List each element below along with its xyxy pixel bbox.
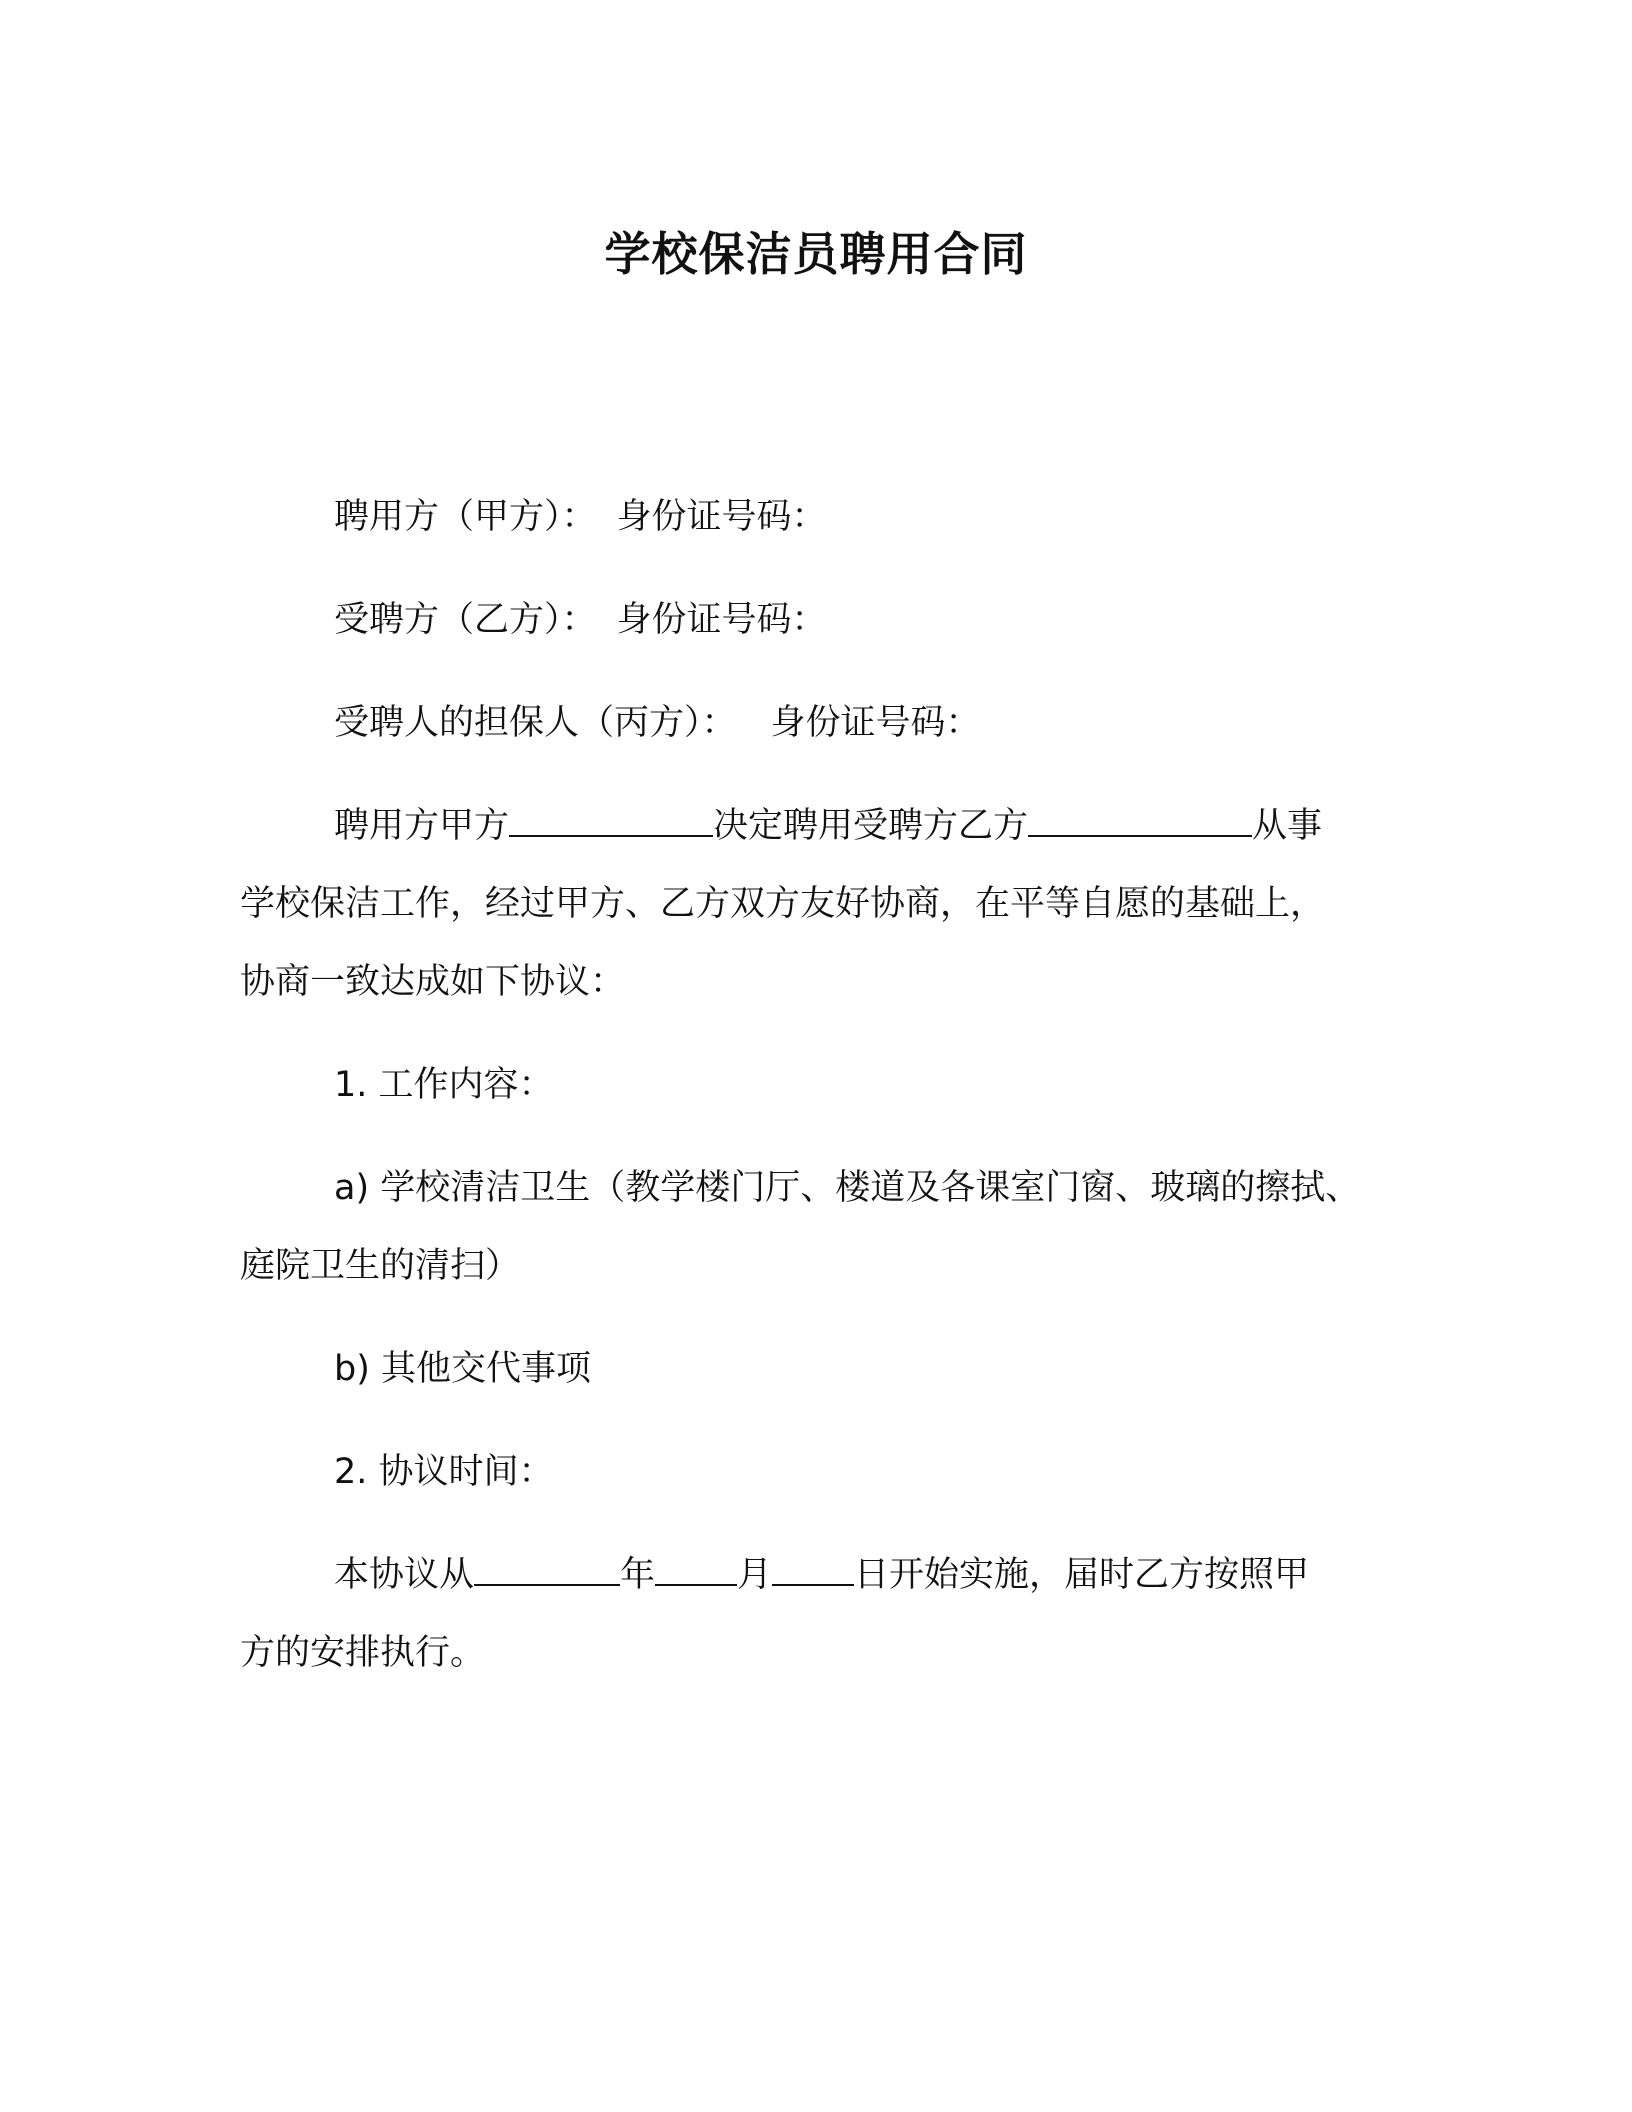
section1-item-a-line2: 庭院卫生的清扫） xyxy=(240,1246,521,1286)
section1-heading: 1. 工作内容： xyxy=(334,1065,554,1105)
section1-item-a-line1: a) 学校清洁卫生（教学楼门厅、楼道及各课室门窗、玻璃的擦拭、 xyxy=(334,1168,1361,1208)
section2-year: 年 xyxy=(620,1555,656,1595)
intro-part3: 从事 xyxy=(1252,806,1323,846)
party-a-name-blank xyxy=(509,809,713,837)
party-b-id-label: 身份证号码： xyxy=(616,600,827,640)
intro-part1: 聘用方甲方 xyxy=(334,806,510,846)
section2-line-2: 方的安排执行。 xyxy=(240,1633,486,1673)
party-a-line xyxy=(334,497,827,537)
day-blank xyxy=(772,1558,854,1586)
document-title: 学校保洁员聘用合同 xyxy=(604,227,1028,281)
section2-heading: 2. 协议时间： xyxy=(334,1452,554,1492)
section2-month: 月 xyxy=(737,1555,773,1595)
section2-line-1 xyxy=(334,1555,1310,1595)
party-a-label: 聘用方（甲方）： xyxy=(334,497,597,537)
intro-part2: 决定聘用受聘方乙方 xyxy=(713,806,1029,846)
section1-item-b: b) 其他交代事项 xyxy=(334,1349,591,1389)
month-blank xyxy=(655,1558,737,1586)
year-blank xyxy=(474,1558,620,1586)
section2-day-rest: 日开始实施，届时乙方按照甲 xyxy=(854,1555,1310,1595)
party-b-name-blank xyxy=(1028,809,1252,837)
intro-line-3: 协商一致达成如下协议： xyxy=(240,962,626,1002)
party-a-id-label: 身份证号码： xyxy=(616,497,827,537)
party-b-label: 受聘方（乙方）： xyxy=(334,600,597,640)
intro-line-1 xyxy=(334,806,1323,846)
section2-text-start: 本协议从 xyxy=(334,1555,475,1595)
guarantor-label: 受聘人的担保人（丙方）： xyxy=(334,703,737,743)
party-b-line xyxy=(334,600,827,640)
guarantor-id-label: 身份证号码： xyxy=(770,703,981,743)
intro-line-2: 学校保洁工作，经过甲方、乙方双方友好协商，在平等自愿的基础上， xyxy=(240,884,1326,924)
guarantor-line xyxy=(334,703,981,743)
